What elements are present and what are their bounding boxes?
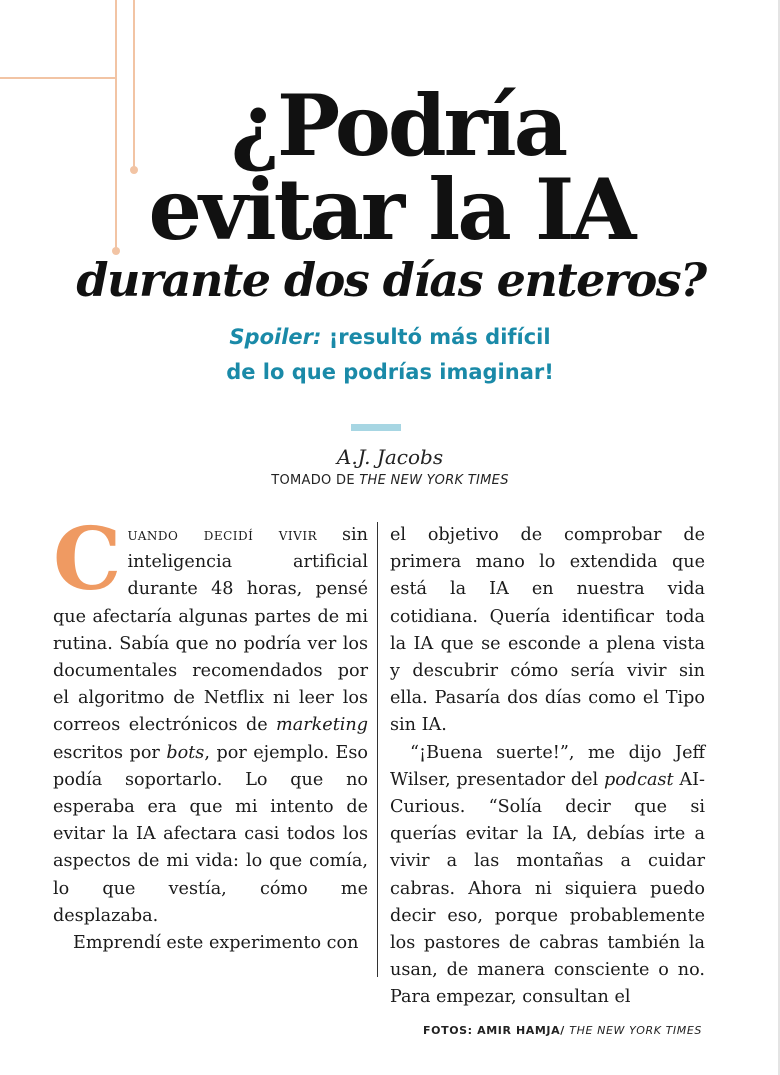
subheadline-line-2: de lo que podrías imaginar!: [226, 360, 554, 384]
paragraph-text: “¡Buena suerte!”, me dijo Jeff Wilser, presentador del: [390, 742, 705, 790]
subheadline-lead: Spoiler:: [229, 325, 322, 349]
paragraph-text: AI-Curious. “Solía decir que si querías evitar la IA, debías irte a vivir a las montañas a cuidar cabras. Ahora ni siquiera puedo decir eso, porque probablemente los pastores de cabras también la usan, de manera consciente o no. Para empezar, consultan el: [390, 769, 705, 1008]
photo-credit: [423, 1023, 702, 1039]
source-prefix: TOMADO DE: [271, 473, 360, 488]
author-name: A.J. Jacobs: [336, 445, 444, 469]
article-paragraph-1: [53, 509, 369, 930]
subheadline-line-1: ¡resultó más difícil: [321, 325, 551, 349]
emphasis-text: podcast: [604, 769, 674, 790]
article-column-2: [390, 522, 705, 1008]
article-paragraph-3: [390, 740, 705, 1012]
article-paragraph-2-continued: el objetivo de comprobar de primera mano lo extendida que está la IA en nuestra vida cotidiana. Quería identificar toda la IA que se esconde a plena vista y descubrir cómo sería vivir sin ella. Pasaría dos días como el Tipo sin IA.: [390, 525, 705, 736]
paragraph-text: , por ejemplo. Eso podía soportarlo. Lo que no esperaba era que mi intento de evitar la IA afectara casi todos los aspectos de mi vida: lo que comía, lo que vestía, cómo me desplazaba.: [53, 742, 369, 926]
divider-bar: [351, 424, 401, 431]
paragraph-text: sin inteligencia artificial durante 48 horas, pensé que afectaría algunas partes de mi rutina. Sabía que no podría ver los documentales recomendados por el algoritmo de Netflix ni leer los correos electrónicos de: [53, 525, 368, 736]
paragraph-text: escritos por: [53, 742, 167, 763]
source-line: [0, 472, 780, 490]
photo-credit-source: THE NEW YORK TIMES: [569, 1024, 702, 1037]
headline-line-2: evitar la IA: [148, 160, 634, 259]
emphasis-text: marketing: [276, 715, 368, 736]
headline-line-1: ¿Podría: [230, 76, 566, 175]
subheadline: [0, 320, 780, 390]
headline-line-3: durante dos días enteros?: [76, 253, 706, 307]
drop-cap: C: [53, 509, 122, 610]
column-divider: [377, 522, 378, 977]
source-name: THE NEW YORK TIMES: [359, 473, 509, 488]
photo-credit-prefix: FOTOS: AMIR HAMJA/: [423, 1024, 570, 1037]
article-column-1: [53, 509, 369, 982]
emphasis-text: bots: [166, 742, 205, 763]
lead-in: uando decidí vivir: [127, 525, 318, 545]
article-paragraph-2: Emprendí este experimento con: [73, 933, 359, 954]
